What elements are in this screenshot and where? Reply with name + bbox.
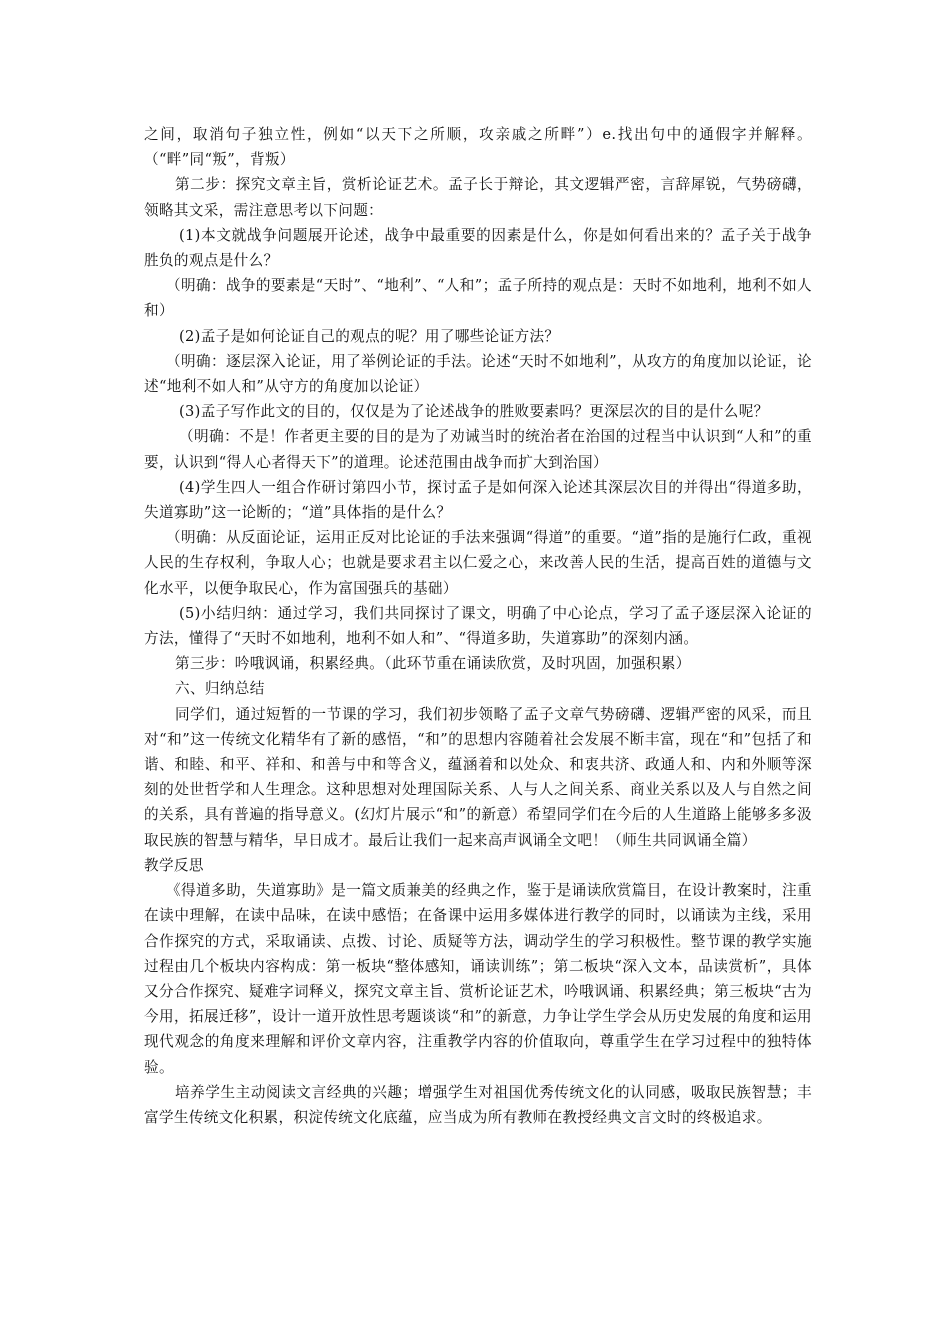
paragraph-question-2: (2)孟子是如何论证自己的观点的呢？用了哪些论证方法？ [179,327,560,345]
paragraph-question-3: (3)孟子写作此文的目的，仅仅是为了论述战争的胜败要素吗？更深层次的目的是什么呢？ [179,403,769,421]
paragraph-step-three: 第三步：吟哦讽诵，积累经典。（此环节重在诵读欣赏，及时巩固，加强积累） [175,655,691,673]
paragraph-final: 培养学生主动阅读文言经典的兴趣；增强学生对祖国优秀传统文化的认同感，吸取民族智慧；丰富学生传统文化积累，积淀传统文化底蕴，应当成为所有教师在教授经典文言文时的终极追求。 [144,1083,812,1126]
paragraph-answer-4: （明确：从反面论证，运用正反对比论证的手法来强调“得道”的重要。“道”指的是施行仁政，重视人民的生存权利，争取人心；也就是要求君主以仁爱之心，来改善人民的生活，提高百姓的道德与文化水平，以便争取民心，作为富国强兵的基础） [144,529,812,597]
document-body [144,122,812,1130]
paragraph-question-4: (4)学生四人一组合作研讨第四小节，探讨孟子是如何深入论述其深层次目的并得出“得道多助，失道寡助”这一论断的；“道”具体指的是什么？ [144,478,812,522]
paragraph-summary-5: (5)小结归纳：通过学习，我们共同探讨了课文，明确了中心论点，学习了孟子逐层深入论证的方法，懂得了“天时不如地利，地利不如人和”、“得道多助，失道寡助”的深刻内涵。 [144,604,812,648]
paragraph-question-1: (1)本文就战争问题展开论述，战争中最重要的因素是什么，你是如何看出来的？孟子关于战争胜负的观点是什么？ [144,226,812,270]
paragraph-answer-2: （明确：逐层深入论证，用了举例论证的手法。论述“天时不如地利”，从攻方的角度加以论证，论述“地利不如人和”从守方的角度加以论证） [144,352,812,396]
section-heading-reflection: 教学反思 [144,856,204,874]
paragraph-answer-1: （明确：战争的要素是“天时”、“地利”、“人和”；孟子所持的观点是：天时不如地利，地利不如人和） [144,277,812,320]
paragraph-reflection: 《得道多助，失道寡助》是一篇文质兼美的经典之作，鉴于是诵读欣赏篇目，在设计教案时，注重在读中理解，在读中品味，在读中感悟；在备课中运用多媒体进行教学的同时，以诵读为主线，采用合作探究的方式，采取诵读、点拨、讨论、质疑等方法，调动学生的学习积极性。整节课的教学实施过程由几个板块内容构成：第一板块“整体感知，诵读训练”；第二板块“深入文本，品读赏析”，具体又分合作探究、疑难字词释义，探究文章主旨、赏析论证艺术，吟哦讽诵、积累经典；第三板块“古为今用，拓展迁移”，设计一道开放性思考题谈谈“和”的新意，力争让学生学会从历史发展的角度和运用现代观念的角度来理解和评价文章内容，注重教学内容的价值取向，尊重学生在学习过程中的独特体验。 [144,882,812,1076]
paragraph-answer-3: （明确：不是！作者更主要的目的是为了劝诫当时的统治者在治国的过程当中认识到“人和”的重要，认识到“得人心者得天下”的道理。论述范围由战争而扩大到治国） [144,428,812,471]
paragraph-tongjiazi-note: 之间，取消句子独立性，例如“以天下之所顺，攻亲戚之所畔”）e.找出句中的通假字并解释。（“畔”同“叛”，背叛） [144,126,812,169]
paragraph-conclusion: 同学们，通过短暂的一节课的学习，我们初步领略了孟子文章气势磅礴、逻辑严密的风采，而且对“和”这一传统文化精华有了新的感悟，“和”的思想内容随着社会发展不断丰富，现在“和”包括了和谐、和睦、和平、祥和、和善与中和等含义，蕴涵着和以处众、和衷共济、政通人和、内和外顺等深刻的处世哲学和人生理念。这种思想对处理国际关系、人与人之间关系、商业关系以及人与自然之间的关系，具有普遍的指导意义。(幻灯片展示“和”的新意）希望同学们在今后的人生道路上能够多多汲取民族的智慧与精华，早日成才。最后让我们一起来高声讽诵全文吧！（师生共同讽诵全篇） [144,705,812,849]
section-heading-conclusion: 六、归纳总结 [175,680,265,698]
paragraph-step-two: 第二步：探究文章主旨，赏析论证艺术。孟子长于辩论，其文逻辑严密，言辞犀锐，气势磅礴，领略其文采，需注意思考以下问题： [144,176,812,219]
